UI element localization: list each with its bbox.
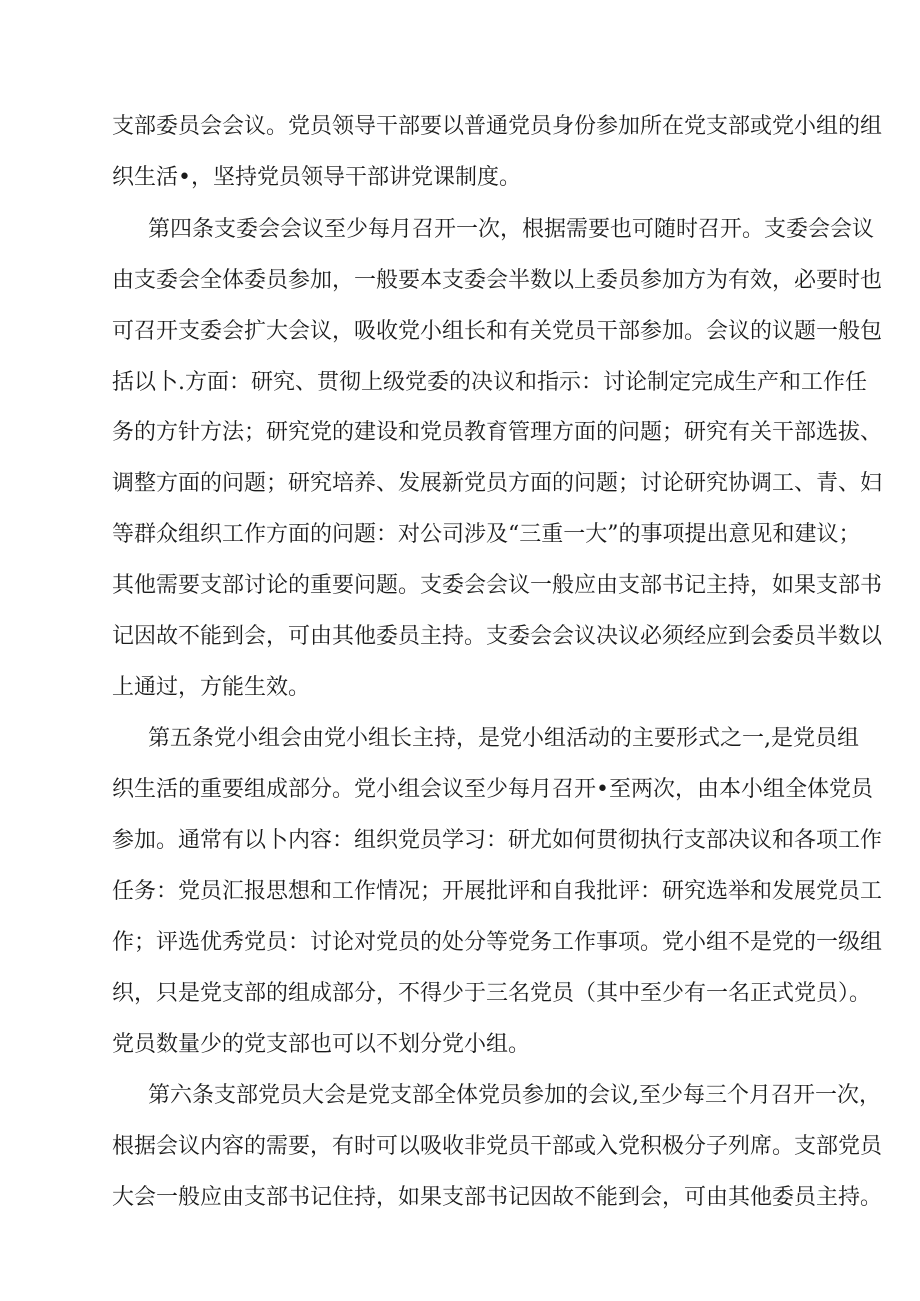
paragraph-3-line-3: 参加。通常有以卜内容：组织党员学习：研尤如何贯彻执行支部决议和各项工作 <box>112 828 883 853</box>
paragraph-3-line-6: 织，只是党支部的组成部分，不得少于三名党员（其中至少有一名正式党员）。 <box>112 981 872 1006</box>
paragraph-2-line-9: 记因故不能到会，可由其他委员主持。支委会会议决议必须经应到会委员半数以 <box>112 624 883 649</box>
paragraph-2-line-5: 务的方针方法；研究党的建设和党员教育管理方面的问题；研究有关干部选拔、 <box>112 420 883 445</box>
paragraph-2-line-10: 上通过，方能生效。 <box>112 675 311 700</box>
paragraph-2-line-7: 等群众组织工作方面的问题：对公司涉及“三重一大”的事项提出意见和建议； <box>112 522 861 547</box>
paragraph-3-line-1: 第五条党小组会由党小组长主持，是党小组活动的主要形式之一,是党员组 <box>148 726 859 751</box>
paragraph-1-line-2: 织生活•，坚持党员领导干部讲党课制度。 <box>112 165 521 190</box>
paragraph-4-line-1: 第六条支部党员大会是党支部全体党员参加的会议,至少每三个月召开一次， <box>148 1083 881 1108</box>
paragraph-3-line-4: 任务：党员汇报思想和工作情况；开展批评和自我批评：研究选举和发展党员工 <box>112 879 883 904</box>
paragraph-2-line-2: 由支委会全体委员参加，一般要本支委会半数以上委员参加方为有效，必要时也 <box>112 268 883 293</box>
paragraph-3-line-7: 党员数量少的党支部也可以不划分党小组。 <box>112 1032 531 1057</box>
paragraph-3-line-2: 织生活的重要组成部分。党小组会议至少每月召开•至两次，由本小组全体党员 <box>112 777 873 802</box>
paragraph-2-line-4: 括以卜.方面：研究、贯彻上级党委的决议和指示：讨论制定完成生产和工作任 <box>112 370 867 395</box>
paragraph-4-line-2: 根据会议内容的需要，有时可以吸收非党员干部或入党积极分子列席。支部党员 <box>112 1134 883 1159</box>
paragraph-2-line-1: 第四条支委会会议至少每月召开一次，根据需要也可随时召开。支委会会议 <box>148 217 875 242</box>
paragraph-4-line-3: 大会一般应由支部书记住持，如果支部书记因故不能到会，可由其他委员主持。 <box>112 1185 883 1210</box>
paragraph-2-line-8: 其他需要支部讨论的重要问题。支委会会议一般应由支部书记主持，如果支部书 <box>112 573 883 598</box>
paragraph-1-line-1: 支部委员会会议。党员领导干部要以普通党员身份参加所在党支部或党小组的组 <box>112 114 883 139</box>
paragraph-2-line-3: 可召开支委会扩大会议，吸收党小组长和有关党员干部参加。会议的议题一般包 <box>112 319 883 344</box>
paragraph-3-line-5: 作；评选优秀党员：讨论对党员的处分等党务工作事项。党小组不是党的一级组 <box>112 930 883 955</box>
paragraph-2-line-6: 调整方面的问题；研究培养、发展新党员方面的问题；讨论研究协调工、青、妇 <box>112 471 883 496</box>
